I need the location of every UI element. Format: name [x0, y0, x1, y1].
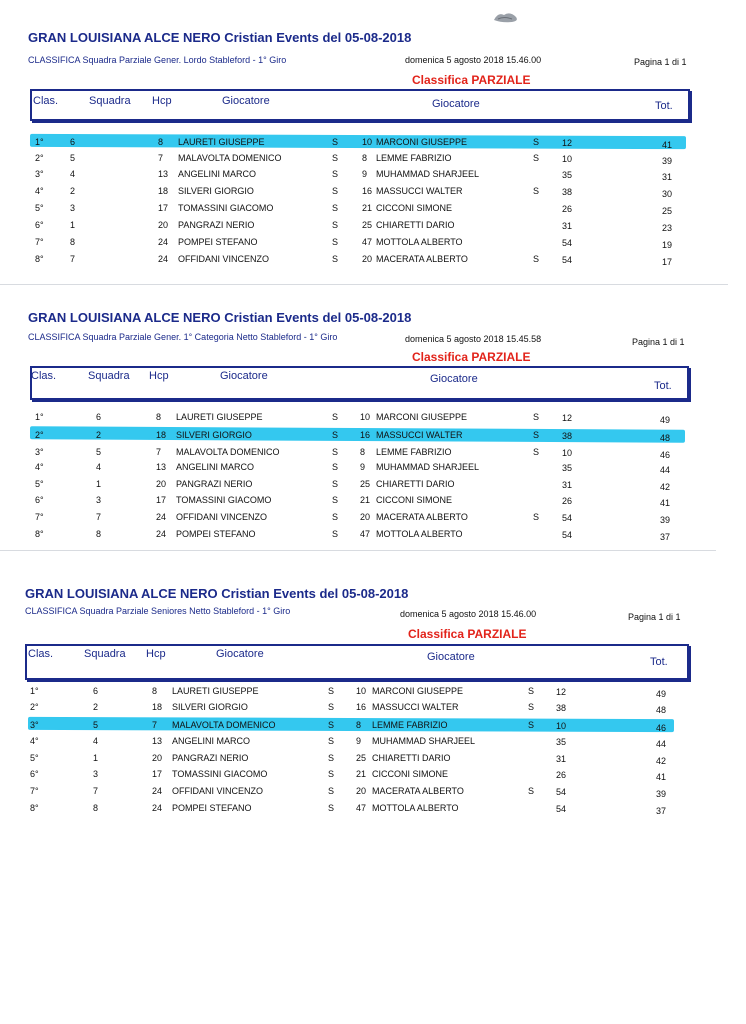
header-squadra: Squadra	[89, 95, 131, 107]
row-player-2: LEMME FABRIZIO	[376, 153, 452, 163]
row-player-1: SILVERI GIORGIO	[176, 430, 252, 440]
row-position: 3°	[35, 447, 44, 457]
row-total: 41	[662, 140, 673, 150]
row-player-1: ANGELINI MARCO	[172, 736, 251, 746]
row-player-1: MALAVOLTA DOMENICO	[172, 720, 276, 730]
row-player-2: CICCONI SIMONE	[376, 495, 453, 505]
row-value-2: 12	[556, 687, 567, 697]
row-player-1: TOMASSINI GIACOMO	[172, 769, 268, 779]
row-s-flag-2: S	[528, 786, 535, 796]
row-value-2: 54	[562, 238, 573, 248]
report-title: GRAN LOUISIANA ALCE NERO Cristian Events del 05-08-2018	[25, 586, 409, 601]
row-hcp-2: 20	[362, 254, 373, 264]
row-player-1: PANGRAZI NERIO	[176, 479, 253, 489]
row-s-flag-2: S	[533, 412, 540, 422]
row-s-flag-1: S	[332, 512, 339, 522]
row-position: 2°	[30, 702, 39, 712]
row-s-flag-1: S	[328, 786, 335, 796]
row-player-1: OFFIDANI VINCENZO	[176, 512, 268, 522]
row-squadra: 7	[96, 512, 102, 522]
row-s-flag-1: S	[332, 447, 339, 457]
row-value-2: 26	[556, 770, 567, 780]
row-position: 6°	[30, 769, 39, 779]
row-value-2: 10	[562, 448, 573, 458]
row-player-1: POMPEI STEFANO	[172, 803, 252, 813]
row-position: 7°	[30, 786, 39, 796]
row-player-1: PANGRAZI NERIO	[178, 220, 255, 230]
row-total: 46	[656, 723, 667, 733]
report-datetime: domenica 5 agosto 2018 15.46.00	[400, 609, 537, 619]
row-s-flag-2: S	[533, 512, 540, 522]
row-player-2: MASSUCCI WALTER	[376, 430, 463, 440]
row-hcp-2: 16	[360, 430, 371, 440]
header-squadra: Squadra	[88, 370, 130, 382]
row-position: 2°	[35, 430, 44, 440]
row-hcp: 24	[152, 786, 163, 796]
row-total: 25	[662, 206, 673, 216]
row-s-flag-1: S	[332, 495, 339, 505]
row-position: 4°	[35, 186, 44, 196]
row-s-flag-2: S	[528, 702, 535, 712]
row-hcp-2: 8	[360, 447, 366, 457]
row-player-2: MACERATA ALBERTO	[376, 254, 468, 264]
row-hcp: 24	[152, 803, 163, 813]
row-hcp-2: 21	[360, 495, 371, 505]
row-player-2: MUHAMMAD SHARJEEL	[372, 736, 476, 746]
row-player-2: CHIARETTI DARIO	[376, 220, 455, 230]
row-hcp-2: 10	[356, 686, 367, 696]
row-position: 5°	[35, 203, 44, 213]
row-s-flag-1: S	[328, 803, 335, 813]
row-player-1: PANGRAZI NERIO	[172, 753, 249, 763]
row-value-2: 35	[556, 737, 567, 747]
row-hcp-2: 9	[360, 462, 366, 472]
report-subtitle: CLASSIFICA Squadra Parziale Seniores Netto Stableford - 1° Giro	[25, 606, 291, 616]
row-total: 42	[656, 756, 667, 766]
row-position: 5°	[30, 753, 39, 763]
row-player-2: MOTTOLA ALBERTO	[376, 237, 463, 247]
row-hcp-2: 21	[356, 769, 367, 779]
row-hcp: 24	[158, 254, 169, 264]
row-hcp: 17	[152, 769, 163, 779]
row-total: 39	[662, 156, 673, 166]
row-squadra: 2	[70, 186, 76, 196]
row-value-2: 38	[556, 703, 567, 713]
row-player-2: MOTTOLA ALBERTO	[372, 803, 459, 813]
row-position: 2°	[35, 153, 44, 163]
row-s-flag-1: S	[332, 430, 339, 440]
row-hcp: 7	[152, 720, 158, 730]
row-player-2: MARCONI GIUSEPPE	[376, 412, 468, 422]
header-tot: Tot.	[650, 656, 668, 668]
row-player-1: TOMASSINI GIACOMO	[176, 495, 272, 505]
report-datetime: domenica 5 agosto 2018 15.46.00	[405, 55, 542, 65]
row-value-2: 31	[562, 480, 573, 490]
row-position: 1°	[30, 686, 39, 696]
row-s-flag-1: S	[328, 736, 335, 746]
row-s-flag-1: S	[332, 462, 339, 472]
row-hcp: 24	[158, 237, 169, 247]
row-position: 8°	[35, 529, 44, 539]
row-s-flag-1: S	[332, 220, 339, 230]
row-position: 3°	[30, 720, 39, 730]
row-s-flag-2: S	[533, 186, 540, 196]
row-squadra: 1	[93, 753, 99, 763]
header-hcp: Hcp	[152, 95, 172, 107]
row-position: 8°	[30, 803, 39, 813]
row-squadra: 5	[93, 720, 99, 730]
row-hcp-2: 25	[362, 220, 373, 230]
report-title: GRAN LOUISIANA ALCE NERO Cristian Events del 05-08-2018	[28, 30, 412, 45]
header-clas: Clas.	[31, 370, 57, 382]
row-value-2: 31	[562, 221, 573, 231]
row-total: 39	[656, 789, 667, 799]
row-hcp-2: 20	[356, 786, 367, 796]
row-s-flag-2: S	[528, 686, 535, 696]
row-squadra: 6	[93, 686, 99, 696]
row-hcp: 13	[152, 736, 163, 746]
row-squadra: 4	[93, 736, 99, 746]
row-player-1: ANGELINI MARCO	[176, 462, 255, 472]
row-position: 1°	[35, 137, 44, 147]
row-player-2: MUHAMMAD SHARJEEL	[376, 169, 480, 179]
row-hcp-2: 16	[362, 186, 373, 196]
header-squadra: Squadra	[84, 648, 126, 660]
header-tot: Tot.	[655, 100, 673, 112]
row-s-flag-1: S	[332, 203, 339, 213]
row-value-2: 54	[562, 255, 573, 265]
row-value-2: 38	[562, 187, 573, 197]
row-hcp: 17	[156, 495, 167, 505]
row-hcp-2: 8	[356, 720, 362, 730]
row-value-2: 54	[556, 787, 567, 797]
row-hcp: 13	[158, 169, 169, 179]
row-player-2: MACERATA ALBERTO	[372, 786, 464, 796]
row-hcp: 24	[156, 512, 167, 522]
row-s-flag-2: S	[533, 153, 540, 163]
row-hcp-2: 47	[362, 237, 373, 247]
row-value-2: 10	[562, 154, 573, 164]
row-hcp-2: 21	[362, 203, 373, 213]
header-giocatore-1: Giocatore	[216, 648, 264, 660]
row-value-2: 31	[556, 754, 567, 764]
header-giocatore-2: Giocatore	[430, 373, 478, 385]
row-hcp: 24	[156, 529, 167, 539]
row-squadra: 5	[70, 153, 76, 163]
row-value-2: 54	[562, 530, 573, 540]
row-hcp: 18	[158, 186, 169, 196]
row-s-flag-1: S	[332, 137, 339, 147]
row-player-2: MUHAMMAD SHARJEEL	[376, 462, 480, 472]
row-player-1: SILVERI GIORGIO	[178, 186, 254, 196]
report-datetime: domenica 5 agosto 2018 15.45.58	[405, 334, 542, 344]
row-hcp-2: 8	[362, 153, 368, 163]
header-giocatore-2: Giocatore	[432, 98, 480, 110]
page-number: Pagina 1 di 1	[628, 612, 681, 622]
row-player-2: LEMME FABRIZIO	[376, 447, 452, 457]
row-s-flag-1: S	[332, 254, 339, 264]
header-tot: Tot.	[654, 380, 672, 392]
row-value-2: 26	[562, 496, 573, 506]
row-s-flag-1: S	[328, 769, 335, 779]
row-s-flag-2: S	[533, 447, 540, 457]
row-total: 49	[660, 415, 671, 425]
row-hcp: 18	[156, 430, 167, 440]
row-squadra: 7	[93, 786, 99, 796]
row-total: 19	[662, 240, 673, 250]
row-player-1: MALAVOLTA DOMENICO	[178, 153, 282, 163]
header-clas: Clas.	[33, 95, 59, 107]
row-squadra: 8	[70, 237, 76, 247]
report-title: GRAN LOUISIANA ALCE NERO Cristian Events del 05-08-2018	[28, 310, 412, 325]
row-total: 41	[656, 772, 667, 782]
row-s-flag-1: S	[332, 153, 339, 163]
row-player-2: MOTTOLA ALBERTO	[376, 529, 463, 539]
report-subtitle: CLASSIFICA Squadra Parziale Gener. 1° Categoria Netto Stableford - 1° Giro	[28, 332, 338, 342]
row-hcp-2: 16	[356, 702, 367, 712]
row-player-1: ANGELINI MARCO	[178, 169, 257, 179]
row-player-2: CHIARETTI DARIO	[376, 479, 455, 489]
header-giocatore-1: Giocatore	[220, 370, 268, 382]
row-total: 48	[656, 705, 667, 715]
row-total: 44	[656, 739, 667, 749]
row-hcp: 17	[158, 203, 169, 213]
row-value-2: 26	[562, 204, 573, 214]
row-s-flag-1: S	[332, 169, 339, 179]
row-player-1: OFFIDANI VINCENZO	[178, 254, 270, 264]
row-squadra: 8	[93, 803, 99, 813]
row-position: 7°	[35, 512, 44, 522]
row-highlight	[30, 134, 686, 149]
row-hcp-2: 10	[362, 137, 373, 147]
row-hcp-2: 9	[356, 736, 362, 746]
row-position: 6°	[35, 220, 44, 230]
header-giocatore-2: Giocatore	[427, 651, 475, 663]
row-position: 8°	[35, 254, 44, 264]
row-s-flag-1: S	[328, 753, 335, 763]
row-squadra: 8	[96, 529, 102, 539]
page-number: Pagina 1 di 1	[634, 57, 687, 67]
sheet-top-border	[0, 284, 728, 285]
row-player-2: CICCONI SIMONE	[372, 769, 449, 779]
header-hcp: Hcp	[149, 370, 169, 382]
row-hcp: 20	[152, 753, 163, 763]
row-squadra: 5	[96, 447, 102, 457]
row-total: 37	[656, 806, 667, 816]
row-value-2: 12	[562, 138, 573, 148]
row-squadra: 4	[96, 462, 102, 472]
row-player-1: POMPEI STEFANO	[176, 529, 256, 539]
classifica-heading: Classifica PARZIALE	[412, 73, 531, 87]
row-player-2: MASSUCCI WALTER	[376, 186, 463, 196]
row-total: 46	[660, 450, 671, 460]
page-number: Pagina 1 di 1	[632, 337, 685, 347]
row-value-2: 35	[562, 170, 573, 180]
row-player-2: MACERATA ALBERTO	[376, 512, 468, 522]
row-player-2: MARCONI GIUSEPPE	[372, 686, 464, 696]
row-squadra: 3	[93, 769, 99, 779]
row-hcp: 13	[156, 462, 167, 472]
row-hcp: 8	[158, 137, 164, 147]
row-total: 31	[662, 172, 673, 182]
header-giocatore-1: Giocatore	[222, 95, 270, 107]
row-squadra: 6	[70, 137, 76, 147]
row-value-2: 38	[562, 431, 573, 441]
row-squadra: 1	[96, 479, 102, 489]
row-hcp-2: 47	[356, 803, 367, 813]
row-squadra: 3	[70, 203, 76, 213]
row-s-flag-1: S	[332, 186, 339, 196]
header-hcp: Hcp	[146, 648, 166, 660]
row-squadra: 2	[93, 702, 99, 712]
row-s-flag-2: S	[533, 430, 540, 440]
row-value-2: 54	[556, 804, 567, 814]
row-hcp: 20	[158, 220, 169, 230]
row-s-flag-1: S	[332, 529, 339, 539]
row-position: 4°	[35, 462, 44, 472]
row-player-2: CHIARETTI DARIO	[372, 753, 451, 763]
row-player-2: LEMME FABRIZIO	[372, 720, 448, 730]
row-total: 42	[660, 482, 671, 492]
header-clas: Clas.	[28, 648, 54, 660]
row-hcp-2: 10	[360, 412, 371, 422]
row-value-2: 12	[562, 413, 573, 423]
row-player-1: SILVERI GIORGIO	[172, 702, 248, 712]
row-position: 6°	[35, 495, 44, 505]
row-total: 39	[660, 515, 671, 525]
row-hcp: 8	[152, 686, 158, 696]
row-hcp: 7	[158, 153, 164, 163]
row-position: 7°	[35, 237, 44, 247]
row-hcp: 18	[152, 702, 163, 712]
row-squadra: 4	[70, 169, 76, 179]
row-player-1: TOMASSINI GIACOMO	[178, 203, 274, 213]
row-hcp-2: 25	[360, 479, 371, 489]
row-s-flag-2: S	[528, 720, 535, 730]
row-hcp-2: 25	[356, 753, 367, 763]
row-s-flag-1: S	[328, 702, 335, 712]
row-hcp: 20	[156, 479, 167, 489]
row-total: 48	[660, 433, 671, 443]
row-total: 30	[662, 189, 673, 199]
row-position: 4°	[30, 736, 39, 746]
row-player-1: LAURETI GIUSEPPE	[172, 686, 259, 696]
row-player-2: MARCONI GIUSEPPE	[376, 137, 468, 147]
row-total: 49	[656, 689, 667, 699]
row-hcp: 8	[156, 412, 162, 422]
row-total: 37	[660, 532, 671, 542]
row-s-flag-2: S	[533, 137, 540, 147]
row-hcp-2: 9	[362, 169, 368, 179]
row-s-flag-1: S	[332, 237, 339, 247]
row-player-1: POMPEI STEFANO	[178, 237, 258, 247]
row-value-2: 54	[562, 513, 573, 523]
row-s-flag-2: S	[533, 254, 540, 264]
row-position: 3°	[35, 169, 44, 179]
row-value-2: 35	[562, 463, 573, 473]
row-player-2: MASSUCCI WALTER	[372, 702, 459, 712]
row-hcp-2: 47	[360, 529, 371, 539]
row-squadra: 3	[96, 495, 102, 505]
row-total: 41	[660, 498, 671, 508]
row-total: 44	[660, 465, 671, 475]
row-value-2: 10	[556, 721, 567, 731]
row-player-1: LAURETI GIUSEPPE	[178, 137, 265, 147]
row-total: 23	[662, 223, 673, 233]
row-highlight	[28, 717, 674, 732]
row-player-1: LAURETI GIUSEPPE	[176, 412, 263, 422]
row-s-flag-1: S	[332, 479, 339, 489]
row-hcp: 7	[156, 447, 162, 457]
row-squadra: 6	[96, 412, 102, 422]
row-highlight	[30, 426, 685, 442]
row-squadra: 2	[96, 430, 102, 440]
row-player-1: OFFIDANI VINCENZO	[172, 786, 264, 796]
row-s-flag-1: S	[332, 412, 339, 422]
row-position: 5°	[35, 479, 44, 489]
sheet-top-border	[0, 550, 716, 551]
row-hcp-2: 20	[360, 512, 371, 522]
row-player-2: CICCONI SIMONE	[376, 203, 453, 213]
row-position: 1°	[35, 412, 44, 422]
row-squadra: 1	[70, 220, 76, 230]
report-subtitle: CLASSIFICA Squadra Parziale Gener. Lordo Stableford - 1° Giro	[28, 55, 287, 65]
row-s-flag-1: S	[328, 686, 335, 696]
small-logo-icon	[492, 10, 520, 24]
classifica-heading: Classifica PARZIALE	[412, 350, 531, 364]
row-squadra: 7	[70, 254, 76, 264]
row-total: 17	[662, 257, 673, 267]
row-s-flag-1: S	[328, 720, 335, 730]
classifica-heading: Classifica PARZIALE	[408, 627, 527, 641]
row-player-1: MALAVOLTA DOMENICO	[176, 447, 280, 457]
